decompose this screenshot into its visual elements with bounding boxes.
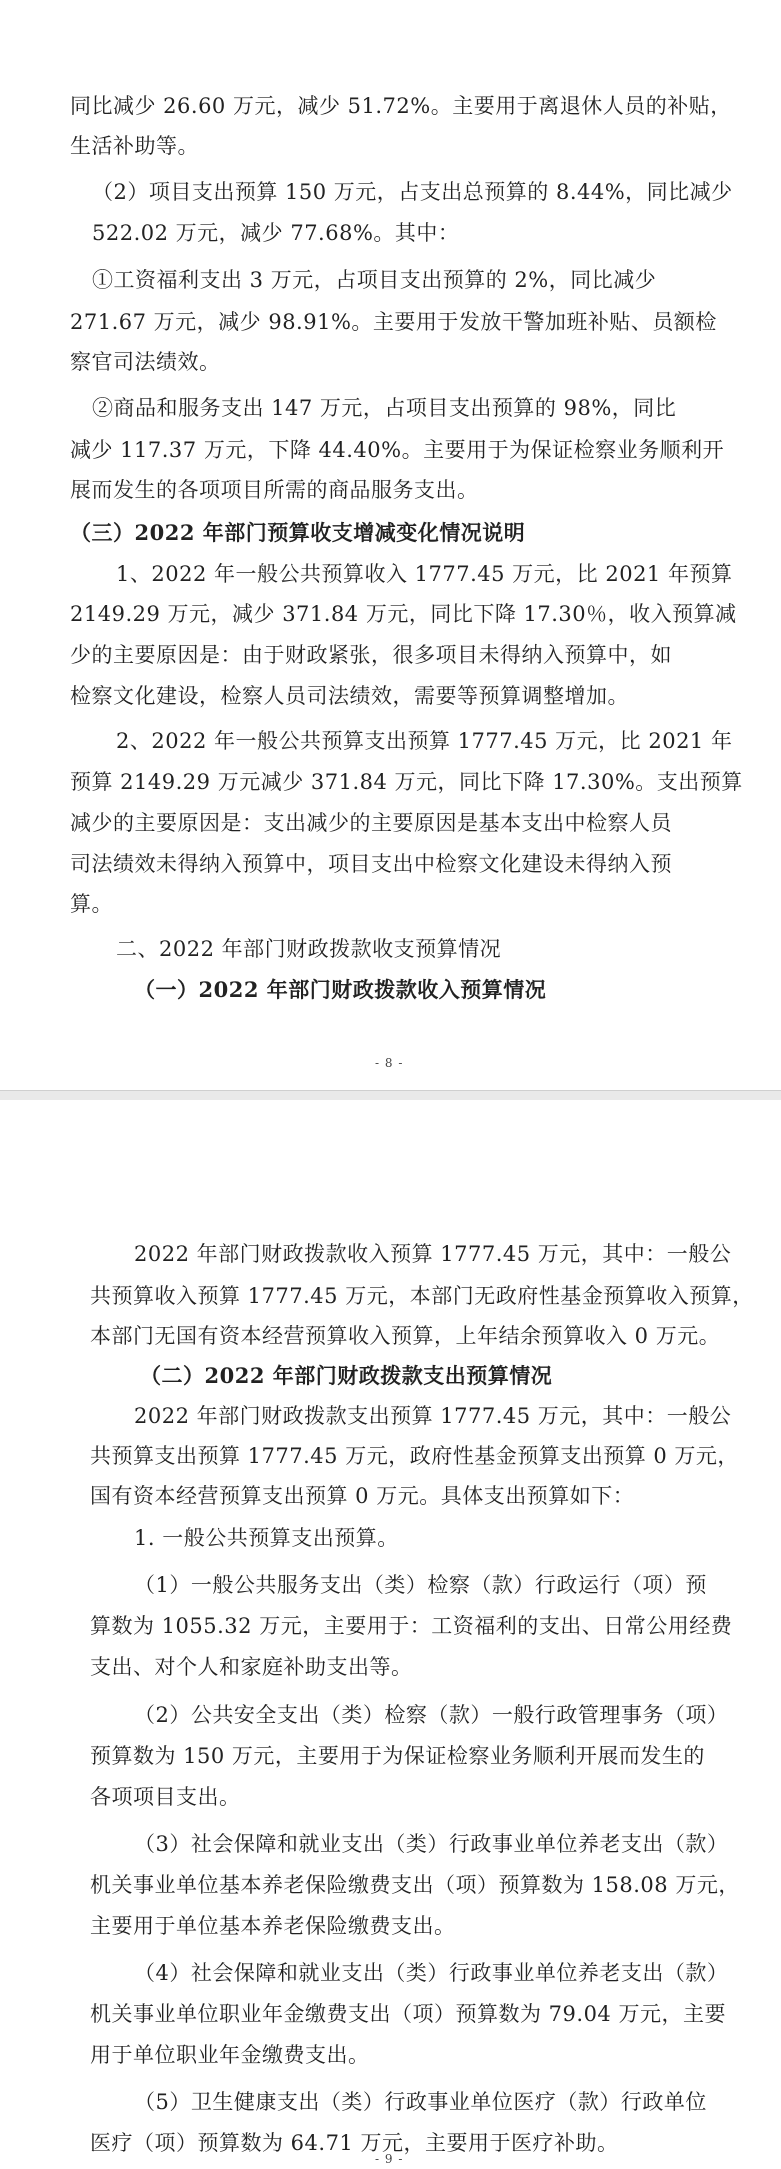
subsection-heading: （一）2022 年部门财政拨款收入预算情况 bbox=[134, 977, 547, 1002]
paragraph-line: 减少 117.37 万元，下降 44.40%。主要用于为保证检察业务顺利开 bbox=[70, 438, 725, 462]
paragraph-line: ②商品和服务支出 147 万元，占项目支出预算的 98%，同比 bbox=[92, 396, 677, 420]
paragraph-line: 司法绩效未得纳入预算中，项目支出中检察文化建设未得纳入预 bbox=[70, 852, 672, 876]
paragraph-line: （2）项目支出预算 150 万元，占支出总预算的 8.44%，同比减少 bbox=[92, 180, 733, 204]
paragraph-line: （2）公共安全支出（类）检察（款）一般行政管理事务（项） bbox=[134, 1703, 729, 1727]
paragraph-line: （4）社会保障和就业支出（类）行政事业单位养老支出（款） bbox=[134, 1961, 729, 1985]
paragraph-line: 共预算支出预算 1777.45 万元，政府性基金预算支出预算 0 万元， bbox=[90, 1444, 739, 1468]
paragraph-line: 算。 bbox=[70, 892, 113, 916]
paragraph-line: 用于单位职业年金缴费支出。 bbox=[90, 2043, 370, 2067]
section-heading: 二、2022 年部门财政拨款收支预算情况 bbox=[116, 937, 502, 961]
section-heading: （三）2022 年部门预算收支增减变化情况说明 bbox=[70, 520, 526, 545]
paragraph-line: 2、2022 年一般公共预算支出预算 1777.45 万元，比 2021 年 bbox=[116, 729, 733, 753]
section-heading: （二）2022 年部门财政拨款支出预算情况 bbox=[140, 1363, 553, 1388]
paragraph-line: 1、2022 年一般公共预算收入 1777.45 万元，比 2021 年预算 bbox=[116, 562, 733, 586]
paragraph-line: 医疗（项）预算数为 64.71 万元，主要用于医疗补助。 bbox=[90, 2131, 619, 2155]
paragraph-line: 2149.29 万元，减少 371.84 万元，同比下降 17.30％，收入预算减 bbox=[70, 602, 737, 626]
paragraph-line: 2022 年部门财政拨款收入预算 1777.45 万元，其中：一般公 bbox=[134, 1242, 732, 1266]
paragraph-line: 检察文化建设，检察人员司法绩效，需要等预算调整增加。 bbox=[70, 684, 629, 708]
paragraph-line: 2022 年部门财政拨款支出预算 1777.45 万元，其中：一般公 bbox=[134, 1404, 732, 1428]
paragraph-line: 主要用于单位基本养老保险缴费支出。 bbox=[90, 1914, 456, 1938]
paragraph-line: 机关事业单位职业年金缴费支出（项）预算数为 79.04 万元，主要 bbox=[90, 2002, 726, 2026]
paragraph-line: 1. 一般公共预算支出预算。 bbox=[134, 1526, 399, 1550]
paragraph-line: 察官司法绩效。 bbox=[70, 350, 221, 374]
paragraph-line: 271.67 万元，减少 98.91%。主要用于发放干警加班补贴、员额检 bbox=[70, 310, 717, 334]
paragraph-line: （1）一般公共服务支出（类）检察（款）行政运行（项）预 bbox=[134, 1573, 707, 1597]
paragraph-line: 同比减少 26.60 万元，减少 51.72%。主要用于离退休人员的补贴， bbox=[70, 94, 732, 118]
paragraph-line: 展而发生的各项项目所需的商品服务支出。 bbox=[70, 478, 479, 502]
paragraph-line: 减少的主要原因是：支出减少的主要原因是基本支出中检察人员 bbox=[70, 811, 672, 835]
paragraph-line: 预算 2149.29 万元减少 371.84 万元，同比下降 17.30%。支出预算 bbox=[70, 770, 743, 794]
paragraph-line: 算数为 1055.32 万元，主要用于：工资福利的支出、日常公用经费 bbox=[90, 1614, 733, 1638]
paragraph-line: 支出、对个人和家庭补助支出等。 bbox=[90, 1655, 413, 1679]
paragraph-line: 预算数为 150 万元，主要用于为保证检察业务顺利开展而发生的 bbox=[90, 1744, 705, 1768]
paragraph-line: 本部门无国有资本经营预算收入预算，上年结余预算收入 0 万元。 bbox=[90, 1324, 721, 1348]
paragraph-line: 各项项目支出。 bbox=[90, 1785, 241, 1809]
paragraph-line: 522.02 万元，减少 77.68%。其中： bbox=[92, 221, 460, 245]
paragraph-line: 少的主要原因是：由于财政紧张，很多项目未得纳入预算中，如 bbox=[70, 643, 672, 667]
paragraph-line: （5）卫生健康支出（类）行政事业单位医疗（款）行政单位 bbox=[134, 2090, 707, 2114]
paragraph-line: 机关事业单位基本养老保险缴费支出（项）预算数为 158.08 万元， bbox=[90, 1873, 740, 1897]
page-number: - 8 - bbox=[375, 1056, 404, 1070]
document-page-9 bbox=[0, 1100, 781, 2169]
paragraph-line: ①工资福利支出 3 万元，占项目支出预算的 2%，同比减少 bbox=[92, 268, 657, 292]
page-number: - 9 - bbox=[375, 2152, 404, 2166]
paragraph-line: 国有资本经营预算支出预算 0 万元。具体支出预算如下： bbox=[90, 1484, 635, 1508]
paragraph-line: 共预算收入预算 1777.45 万元，本部门无政府性基金预算收入预算， bbox=[90, 1284, 754, 1308]
paragraph-line: （3）社会保障和就业支出（类）行政事业单位养老支出（款） bbox=[134, 1832, 729, 1856]
paragraph-line: 生活补助等。 bbox=[70, 134, 199, 158]
